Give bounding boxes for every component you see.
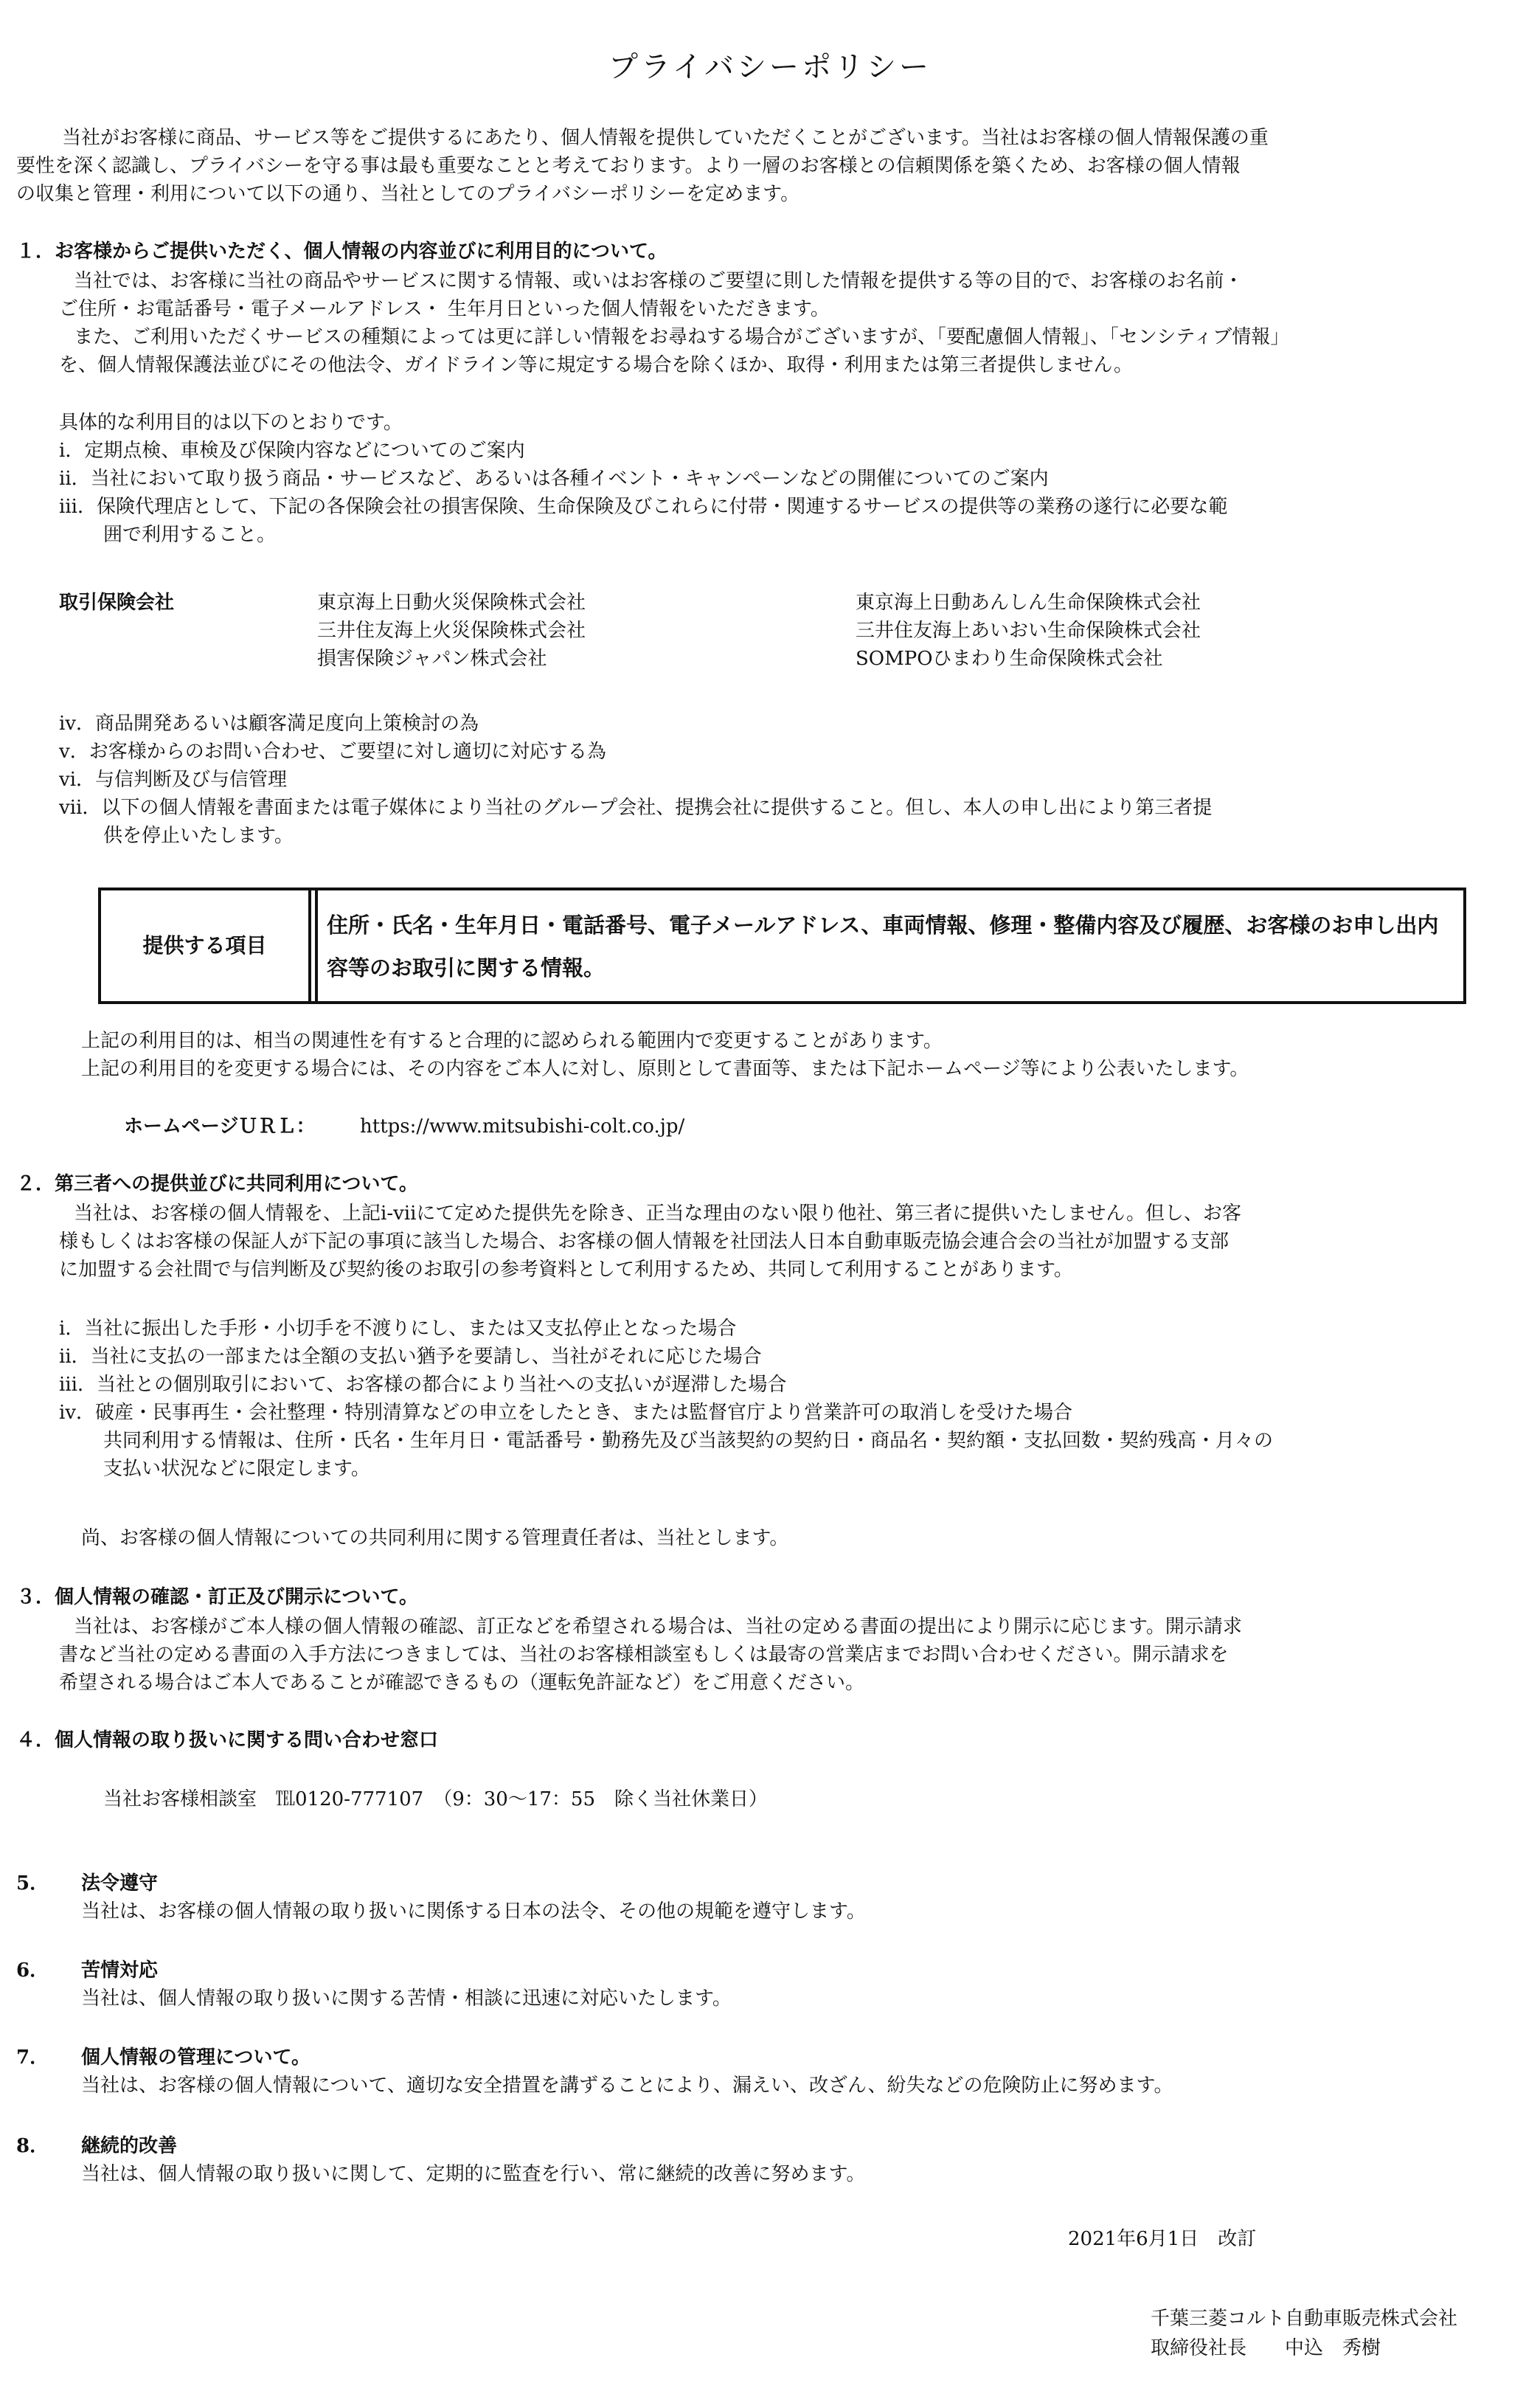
purpose-item-5: ⅴ．お客様からのお問い合わせ、ご要望に対し適切に対応する為 xyxy=(59,741,606,763)
insurer-right-1: 東京海上日動あんしん生命保険株式会社 xyxy=(856,592,1201,614)
intro-line-2: 要性を深く認識し、プライバシーを守る事は最も重要なことと考えております。より一層のお客様との信頼関係を築くため、お客様の個人情報 xyxy=(16,155,1241,177)
signer: 取締役社長 中込 秀樹 xyxy=(1151,2337,1381,2359)
section-3-para-2: 書など当社の定める書面の入手方法につきましては、当社のお客様相談室もしくは最寄の営業店までお問い合わせください。開示請求を xyxy=(59,1644,1229,1666)
purpose-item-1: ⅰ．定期点検、車検及び保険内容などについてのご案内 xyxy=(59,440,525,462)
purpose-change-note-2: 上記の利用目的を変更する場合には、その内容をご本人に対し、原則として書面等、または下記ホームページ等により公表いたします。 xyxy=(81,1058,1249,1080)
section-4-heading: ４．個人情報の取り扱いに関する問い合わせ窓口 xyxy=(16,1729,439,1751)
section-1-para-4: を、個人情報保護法並びにその他法令、ガイドライン等に規定する場合を除くほか、取得・利用または第三者提供しません。 xyxy=(59,354,1134,376)
homepage-url-link[interactable]: https://www.mitsubishi-colt.co.jp/ xyxy=(360,1115,685,1138)
section-2-item-3: ⅲ．当社との個別取引において、お客様の都合により当社への支払いが遅滞した場合 xyxy=(59,1374,787,1396)
section-3-heading: ３．個人情報の確認・訂正及び開示について。 xyxy=(16,1586,418,1608)
revision-date: 2021年6月1日 改訂 xyxy=(1068,2228,1257,2250)
company-name: 千葉三菱コルト自動車販売株式会社 xyxy=(1151,2308,1458,2330)
section-2-heading: ２．第三者への提供並びに共同利用について。 xyxy=(16,1173,418,1195)
insurer-right-3: SOMPOひまわり生命保険株式会社 xyxy=(856,648,1163,670)
provided-items-label: 提供する項目 xyxy=(101,890,311,1001)
insurers-label: 取引保険会社 xyxy=(59,592,175,614)
section-1-para-1: 当社では、お客様に当社の商品やサービスに関する情報、或いはお客様のご要望に則した情報を提供する等の目的で、お客様のお名前・ xyxy=(74,270,1244,292)
section-8-title: 継続的改善 xyxy=(81,2135,178,2157)
homepage-url-label: ホームページＵＲＬ： xyxy=(124,1115,316,1138)
section-2-para-2: 様もしくはお客様の保証人が下記の事項に該当した場合、お客様の個人情報を社団法人日本自動車販売協会連合会の当社が加盟する支部 xyxy=(59,1231,1229,1253)
section-2-item-1: ⅰ．当社に振出した手形・小切手を不渡りにし、または又支払停止となった場合 xyxy=(59,1318,737,1340)
section-6-number: 6． xyxy=(16,1959,49,1982)
purpose-intro: 具体的な利用目的は以下のとおりです。 xyxy=(59,412,403,434)
section-2-item-4: ⅳ．破産・民事再生・会社整理・特別清算などの申立をしたとき、または監督官庁より営業許可の取消しを受けた場合 xyxy=(59,1402,1072,1424)
insurer-left-2: 三井住友海上火災保険株式会社 xyxy=(317,620,586,642)
purpose-item-2: ⅱ．当社において取り扱う商品・サービスなど、あるいは各種イベント・キャンペーンなどの開催についてのご案内 xyxy=(59,468,1049,490)
purpose-item-7: ⅶ．以下の個人情報を書面または電子媒体により当社のグループ会社、提携会社に提供すること。但し、本人の申し出により第三者提 xyxy=(59,797,1213,819)
intro-line-3: の収集と管理・利用について以下の通り、当社としてのプライバシーポリシーを定めます。 xyxy=(16,183,800,205)
section-6-text: 当社は、個人情報の取り扱いに関する苦情・相談に迅速に対応いたします。 xyxy=(81,1987,732,2010)
contact-info: 当社お客様相談室 ℡0120-777107 （9：30～17：55 除く当社休業日） xyxy=(103,1788,768,1810)
section-5-text: 当社は、お客様の個人情報の取り扱いに関係する日本の法令、その他の規範を遵守します。 xyxy=(81,1900,866,1923)
insurer-left-1: 東京海上日動火災保険株式会社 xyxy=(317,592,586,614)
section-2-manager: 尚、お客様の個人情報についての共同利用に関する管理責任者は、当社とします。 xyxy=(81,1527,789,1549)
provided-items-text: 住所・氏名・生年月日・電話番号、電子メールアドレス、車両情報、修理・整備内容及び履歴、お客様のお申し出内容等のお取引に関する情報。 xyxy=(327,913,1439,980)
section-5-number: 5． xyxy=(16,1872,49,1895)
purpose-change-note-1: 上記の利用目的は、相当の関連性を有すると合理的に認められる範囲内で変更することがあります。 xyxy=(81,1030,943,1052)
provided-items-table xyxy=(98,888,1466,1004)
insurer-left-3: 損害保険ジャパン株式会社 xyxy=(317,648,547,670)
purpose-item-4: ⅳ．商品開発あるいは顧客満足度向上策検討の為 xyxy=(59,713,479,735)
purpose-item-3: ⅲ．保険代理店として、下記の各保険会社の損害保険、生命保険及びこれらに付帯・関連するサービスの提供等の業務の遂行に必要な範 xyxy=(59,496,1228,518)
section-8-text: 当社は、個人情報の取り扱いに関して、定期的に監査を行い、常に継続的改善に努めます。 xyxy=(81,2163,866,2185)
section-2-para-3: に加盟する会社間で与信判断及び契約後のお取引の参考資料として利用するため、共同して利用することがあります。 xyxy=(59,1259,1073,1281)
section-5-title: 法令遵守 xyxy=(81,1872,159,1895)
purpose-item-6: ⅵ．与信判断及び与信管理 xyxy=(59,769,288,791)
section-8-number: 8． xyxy=(16,2135,49,2157)
section-2-shared-info-1: 共同利用する情報は、住所・氏名・生年月日・電話番号・勤務先及び当該契約の契約日・商品名・契約額・支払回数・契約残高・月々の xyxy=(103,1430,1274,1452)
insurer-right-2: 三井住友海上あいおい生命保険株式会社 xyxy=(856,620,1201,642)
section-1-heading: １．お客様からご提供いただく、個人情報の内容並びに利用目的について。 xyxy=(16,241,667,263)
page-title: プライバシーポリシー xyxy=(608,50,932,84)
section-3-para-3: 希望される場合はご本人であることが確認できるもの（運転免許証など）をご用意ください。 xyxy=(59,1672,865,1694)
section-7-text: 当社は、お客様の個人情報について、適切な安全措置を講ずることにより、漏えい、改ざん、紛失などの危険防止に努めます。 xyxy=(81,2075,1173,2097)
section-2-item-2: ⅱ．当社に支払の一部または全額の支払い猶予を要請し、当社がそれに応じた場合 xyxy=(59,1346,762,1368)
intro-line-1: 当社がお客様に商品、サービス等をご提供するにあたり、個人情報を提供していただくことがございます。当社はお客様の個人情報保護の重 xyxy=(62,127,1269,149)
section-1-para-3: また、ご利用いただくサービスの種類によっては更に詳しい情報をお尋ねする場合がございますが、「要配慮個人情報」、「センシティブ情報」 xyxy=(74,326,1290,348)
section-2-shared-info-2: 支払い状況などに限定します。 xyxy=(103,1458,370,1480)
purpose-item-7-cont: 供を停止いたします。 xyxy=(103,825,294,847)
section-7-number: 7． xyxy=(16,2047,49,2069)
purpose-item-3-cont: 囲で利用すること。 xyxy=(103,524,277,546)
section-7-title: 個人情報の管理について。 xyxy=(81,2047,311,2069)
section-3-para-1: 当社は、お客様がご本人様の個人情報の確認、訂正などを希望される場合は、当社の定める書面の提出により開示に応じます。開示請求 xyxy=(74,1616,1242,1638)
section-6-title: 苦情対応 xyxy=(81,1959,159,1982)
section-1-para-2: ご住所・お電話番号・電子メールアドレス・ 生年月日といった個人情報をいただきます。 xyxy=(59,298,830,320)
section-2-para-1: 当社は、お客様の個人情報を、上記ⅰ-ⅶにて定めた提供先を除き、正当な理由のない限り他社、第三者に提供いたしません。但し、お客 xyxy=(74,1203,1241,1225)
table-divider xyxy=(315,890,318,1001)
